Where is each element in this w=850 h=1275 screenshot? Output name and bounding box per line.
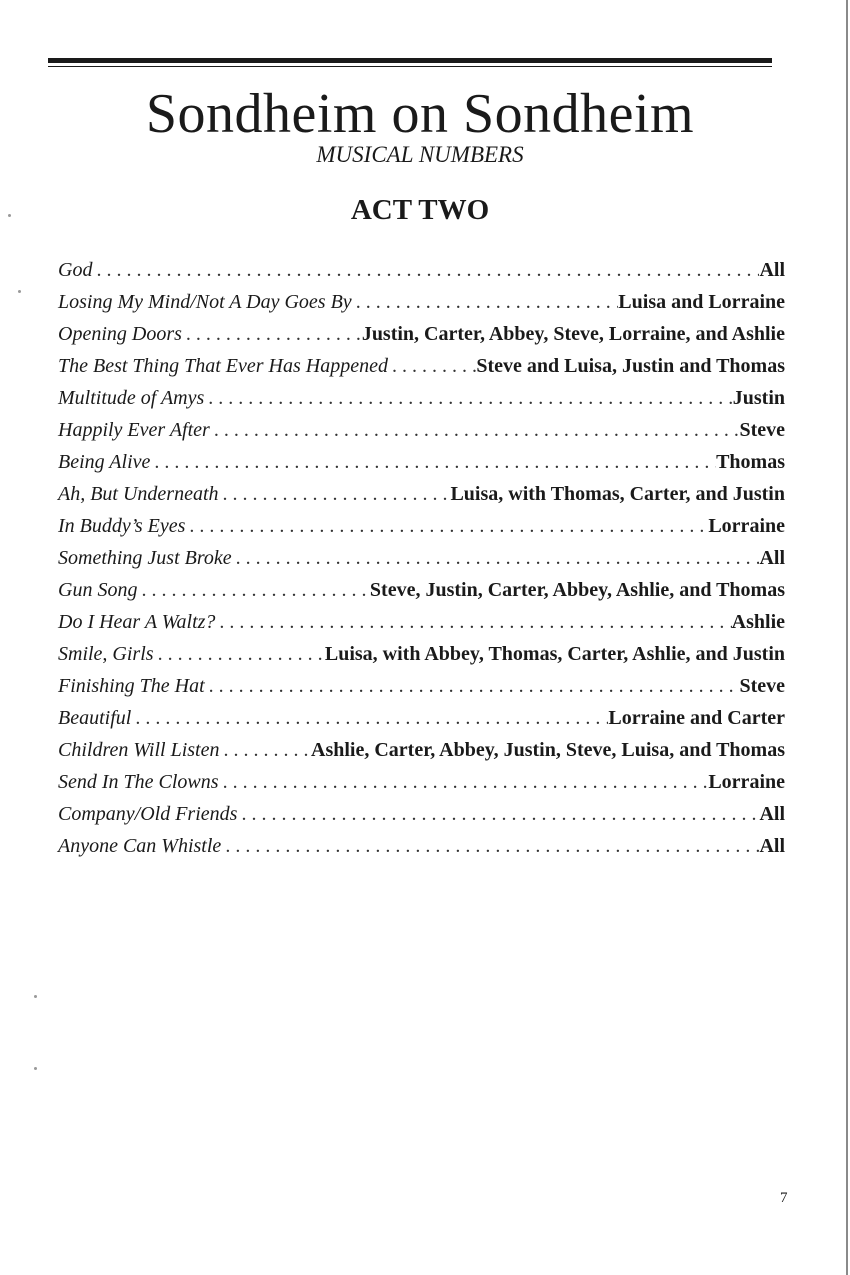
scan-speck — [8, 214, 11, 217]
song-title: Losing My Mind/Not A Day Goes By — [58, 291, 352, 313]
song-title: The Best Thing That Ever Has Happened — [58, 355, 388, 377]
song-title: Ah, But Underneath — [58, 483, 219, 505]
dot-leader — [204, 382, 732, 414]
dot-leader — [150, 446, 716, 478]
list-item — [58, 542, 785, 574]
performers: Thomas — [716, 451, 785, 473]
song-title: Finishing The Hat — [58, 675, 205, 697]
performers: Steve — [739, 675, 785, 697]
song-title: Company/Old Friends — [58, 803, 238, 825]
dot-leader — [182, 318, 362, 350]
song-title: Opening Doors — [58, 323, 182, 345]
dot-leader — [220, 734, 312, 766]
dot-leader — [232, 542, 760, 574]
performers: Lorraine and Carter — [608, 707, 785, 729]
performers: Lorraine — [708, 515, 785, 537]
dot-leader — [131, 702, 608, 734]
song-title: Children Will Listen — [58, 739, 220, 761]
list-item — [58, 478, 785, 510]
dot-leader — [219, 478, 451, 510]
scan-speck — [34, 1067, 37, 1070]
dot-leader — [219, 766, 709, 798]
dot-leader — [92, 254, 759, 286]
dot-leader — [215, 606, 731, 638]
performers: All — [759, 835, 785, 857]
dot-leader — [137, 574, 369, 606]
musical-numbers-list — [58, 254, 785, 862]
song-title: Multitude of Amys — [58, 387, 205, 409]
performers: Ashlie, Carter, Abbey, Justin, Steve, Luisa, and Thomas — [311, 739, 785, 761]
dot-leader — [237, 798, 759, 830]
performers: Steve and Luisa, Justin and Thomas — [476, 355, 785, 377]
top-rule-thin — [48, 66, 772, 67]
list-item — [58, 638, 785, 670]
page-title: Sondheim on Sondheim — [145, 83, 695, 145]
performers: Steve, Justin, Carter, Abbey, Ashlie, and Thomas — [369, 579, 785, 601]
list-item — [58, 766, 785, 798]
performers: Justin — [732, 387, 785, 409]
list-item — [58, 254, 785, 286]
list-item — [58, 670, 785, 702]
performers: Luisa and Lorraine — [618, 291, 785, 313]
performers: All — [759, 259, 785, 281]
song-title: Anyone Can Whistle — [58, 835, 222, 857]
list-item — [58, 350, 785, 382]
song-title: Being Alive — [58, 451, 151, 473]
performers: Luisa, with Thomas, Carter, and Justin — [450, 483, 785, 505]
list-item — [58, 574, 785, 606]
song-title: Beautiful — [58, 707, 132, 729]
list-item — [58, 798, 785, 830]
dot-leader — [185, 510, 708, 542]
performers: All — [759, 803, 785, 825]
list-item — [58, 318, 785, 350]
song-title: God — [58, 259, 93, 281]
list-item — [58, 414, 785, 446]
top-rule-thick — [48, 58, 772, 63]
song-title: Gun Song — [58, 579, 138, 601]
page-number: 7 — [780, 1190, 788, 1206]
performers: Lorraine — [708, 771, 785, 793]
song-title: Send In The Clowns — [58, 771, 219, 793]
performers: Luisa, with Abbey, Thomas, Carter, Ashlie, and Justin — [324, 643, 785, 665]
page-subtitle: MUSICAL NUMBERS — [316, 142, 524, 167]
dot-leader — [205, 670, 740, 702]
scan-speck — [34, 995, 37, 998]
song-title: Something Just Broke — [58, 547, 232, 569]
list-item — [58, 606, 785, 638]
page-edge-line — [846, 0, 848, 1275]
performers: All — [759, 547, 785, 569]
list-item — [58, 510, 785, 542]
act-heading: ACT TWO — [350, 194, 490, 226]
list-item — [58, 382, 785, 414]
list-item — [58, 702, 785, 734]
list-item — [58, 830, 785, 862]
song-title: Smile, Girls — [58, 643, 154, 665]
dot-leader — [388, 350, 476, 382]
list-item — [58, 446, 785, 478]
dot-leader — [352, 286, 619, 318]
song-title: Do I Hear A Waltz? — [58, 611, 216, 633]
dot-leader — [210, 414, 740, 446]
performers: Ashlie — [731, 611, 785, 633]
song-title: Happily Ever After — [58, 419, 210, 441]
performers: Steve — [739, 419, 785, 441]
list-item — [58, 734, 785, 766]
dot-leader — [154, 638, 325, 670]
song-title: In Buddy’s Eyes — [58, 515, 186, 537]
dot-leader — [221, 830, 759, 862]
performers: Justin, Carter, Abbey, Steve, Lorraine, and Ashlie — [361, 323, 785, 345]
scan-speck — [18, 290, 21, 293]
list-item — [58, 286, 785, 318]
